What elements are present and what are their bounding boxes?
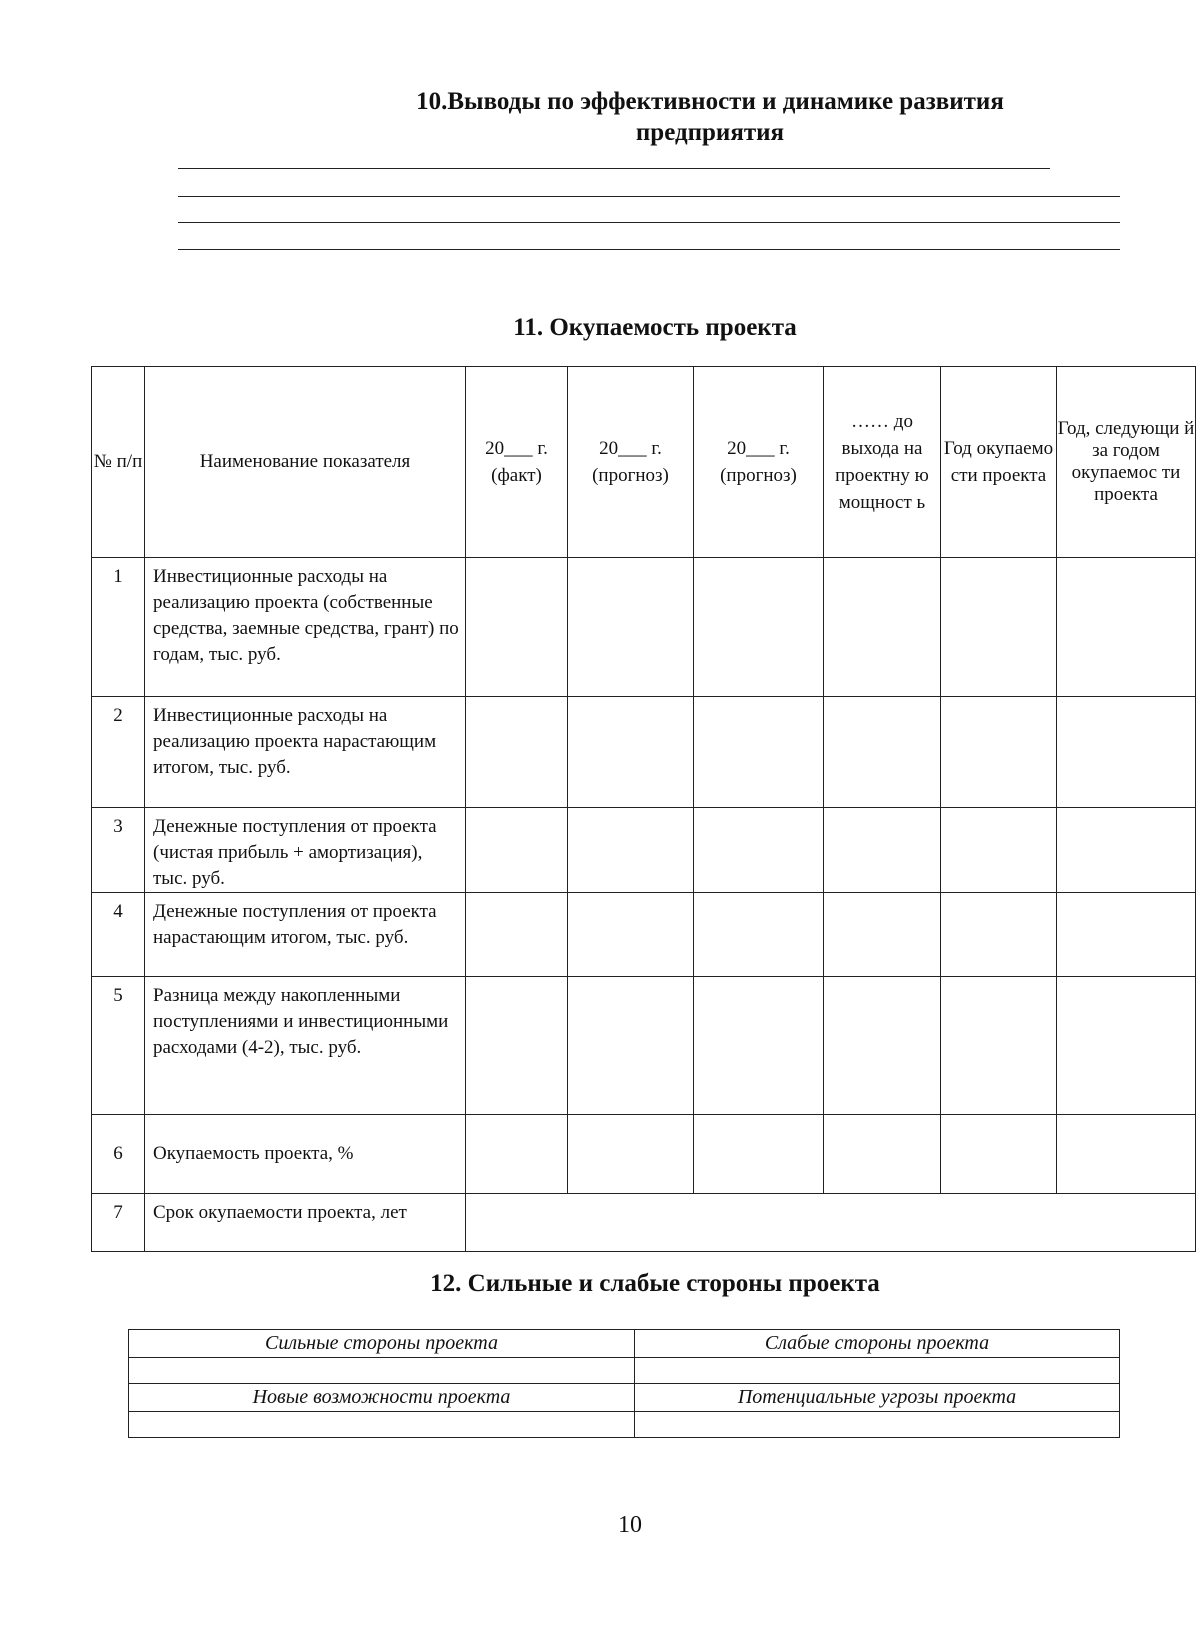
- header-col3: 20___ г. (прогноз): [694, 367, 824, 558]
- cell-col6[interactable]: [1057, 808, 1196, 893]
- table-row: [92, 1194, 1196, 1252]
- cell-col1[interactable]: [466, 558, 568, 697]
- cell-col5[interactable]: [941, 697, 1057, 808]
- header-col4: …… до выхода на проектну ю мощност ь: [824, 367, 941, 558]
- cell-col6[interactable]: [1057, 1115, 1196, 1194]
- payback-table: [91, 366, 1196, 1252]
- cell-col2[interactable]: [568, 558, 694, 697]
- table-row: [92, 558, 1196, 697]
- weaknesses-header: Слабые стороны проекта: [635, 1330, 1120, 1358]
- cell-col6[interactable]: [1057, 558, 1196, 697]
- header-col2: 20___ г. (прогноз): [568, 367, 694, 558]
- swot-table: [128, 1329, 1120, 1438]
- cell-col4[interactable]: [824, 1115, 941, 1194]
- cell-col3[interactable]: [694, 893, 824, 977]
- cell-col5[interactable]: [941, 1115, 1057, 1194]
- threats-cell[interactable]: [635, 1412, 1120, 1438]
- cell-col4[interactable]: [824, 808, 941, 893]
- cell-col4[interactable]: [824, 558, 941, 697]
- section-11-title: 11. Окупаемость проекта: [513, 314, 797, 341]
- swot-header-row: [129, 1330, 1120, 1358]
- cell-col2[interactable]: [568, 808, 694, 893]
- cell-col5[interactable]: [941, 808, 1057, 893]
- header-num: № п/п: [92, 367, 145, 558]
- swot-header-row: [129, 1384, 1120, 1412]
- cell-col2[interactable]: [568, 1115, 694, 1194]
- cell-col1[interactable]: [466, 808, 568, 893]
- cell-col5[interactable]: [941, 558, 1057, 697]
- row-num: 7: [92, 1194, 145, 1252]
- swot-input-row: [129, 1412, 1120, 1438]
- row-num: 1: [92, 558, 145, 697]
- weaknesses-cell[interactable]: [635, 1358, 1120, 1384]
- row-name: Разница между накопленными поступлениями и инвестиционными расходами (4-2), тыс. руб.: [145, 977, 466, 1115]
- table-row: [92, 893, 1196, 977]
- row-num: 6: [92, 1115, 145, 1194]
- cell-col2[interactable]: [568, 893, 694, 977]
- cell-col5[interactable]: [941, 977, 1057, 1115]
- row-name: Инвестиционные расходы на реализацию проекта (собственные средства, заемные средства, грант) по годам, тыс. руб.: [145, 558, 466, 697]
- section-10-title-line2: предприятия: [635, 119, 785, 146]
- opportunities-cell[interactable]: [129, 1412, 635, 1438]
- row-name: Денежные поступления от проекта нарастающим итогом, тыс. руб.: [145, 893, 466, 977]
- table-row: [92, 1115, 1196, 1194]
- fill-line-1[interactable]: [178, 168, 1050, 169]
- strengths-header: Сильные стороны проекта: [129, 1330, 635, 1358]
- table-row: [92, 697, 1196, 808]
- cell-col6[interactable]: [1057, 893, 1196, 977]
- cell-col5[interactable]: [941, 893, 1057, 977]
- section-12-title: 12. Сильные и слабые стороны проекта: [430, 1270, 880, 1297]
- cell-col4[interactable]: [824, 697, 941, 808]
- threats-header: Потенциальные угрозы проекта: [635, 1384, 1120, 1412]
- section-10-title: [330, 86, 1090, 148]
- row-num: 5: [92, 977, 145, 1115]
- cell-col3[interactable]: [694, 558, 824, 697]
- cell-col1[interactable]: [466, 893, 568, 977]
- row-num: 4: [92, 893, 145, 977]
- fill-line-3[interactable]: [178, 222, 1120, 223]
- section-10-title-line1: 10.Выводы по эффективности и динамике развития: [416, 88, 1004, 115]
- header-col6: Год, следующи й за годом окупаемос ти проекта: [1057, 367, 1196, 558]
- cell-col1[interactable]: [466, 1115, 568, 1194]
- fill-line-4[interactable]: [178, 249, 1120, 250]
- fill-line-2[interactable]: [178, 196, 1120, 197]
- cell-col4[interactable]: [824, 977, 941, 1115]
- table-header-row: [92, 367, 1196, 558]
- cell-col4[interactable]: [824, 893, 941, 977]
- row-num: 3: [92, 808, 145, 893]
- cell-col3[interactable]: [694, 697, 824, 808]
- cell-col2[interactable]: [568, 697, 694, 808]
- cell-col2[interactable]: [568, 977, 694, 1115]
- row-name: Инвестиционные расходы на реализацию проекта нарастающим итогом, тыс. руб.: [145, 697, 466, 808]
- cell-col3[interactable]: [694, 977, 824, 1115]
- cell-col1[interactable]: [466, 697, 568, 808]
- cell-col6[interactable]: [1057, 977, 1196, 1115]
- table-row: [92, 808, 1196, 893]
- cell-col3[interactable]: [694, 1115, 824, 1194]
- row-name: Окупаемость проекта, %: [145, 1115, 466, 1194]
- row-num: 2: [92, 697, 145, 808]
- swot-input-row: [129, 1358, 1120, 1384]
- cell-col6[interactable]: [1057, 697, 1196, 808]
- header-col1: 20___ г. (факт): [466, 367, 568, 558]
- row-name: Денежные поступления от проекта (чистая прибыль + амортизация), тыс. руб.: [145, 808, 466, 893]
- opportunities-header: Новые возможности проекта: [129, 1384, 635, 1412]
- cell-payback-period[interactable]: [466, 1194, 1196, 1252]
- header-name: Наименование показателя: [145, 367, 466, 558]
- page-number: 10: [618, 1512, 642, 1538]
- strengths-cell[interactable]: [129, 1358, 635, 1384]
- row-name: Срок окупаемости проекта, лет: [145, 1194, 466, 1252]
- header-col5: Год окупаемо сти проекта: [941, 367, 1057, 558]
- cell-col3[interactable]: [694, 808, 824, 893]
- table-row: [92, 977, 1196, 1115]
- cell-col1[interactable]: [466, 977, 568, 1115]
